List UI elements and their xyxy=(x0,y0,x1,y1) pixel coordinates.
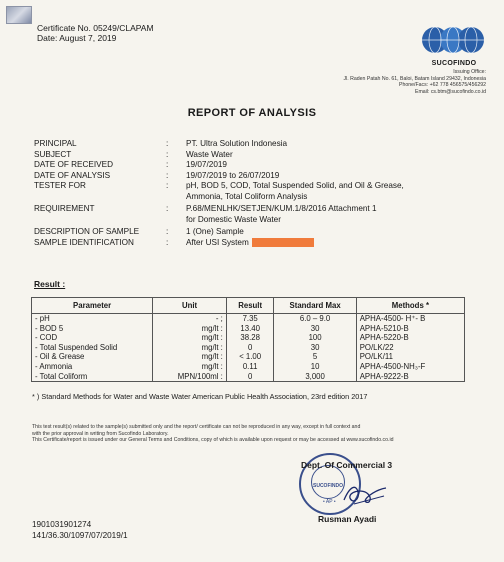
unit-cell: mg/lt : xyxy=(153,343,227,353)
field-label: TESTER FOR xyxy=(34,181,86,190)
methods-footnote: * ) Standard Methods for Water and Waste Water American Public Health Association, 23rd edition 2017 xyxy=(32,392,368,401)
field-label: DATE OF RECEIVED xyxy=(34,160,114,169)
standard-cell: 30 xyxy=(274,324,356,334)
column-header: Parameter xyxy=(32,298,153,314)
field-row xyxy=(34,150,474,161)
table-row xyxy=(32,314,465,324)
field-value: 19/07/2019 xyxy=(186,160,227,169)
office-address: Jl. Raden Patah No. 61, Baloi, Batam Island 29432, Indonesia xyxy=(343,75,486,82)
field-value: 1 (One) Sample xyxy=(186,227,244,236)
field-colon: : xyxy=(166,181,169,190)
sample-id-text: After USI System xyxy=(186,237,249,247)
field-value xyxy=(186,181,474,202)
parameter-cell: - COD xyxy=(32,333,153,343)
table-row xyxy=(32,362,465,372)
field-row xyxy=(34,204,474,225)
table-row xyxy=(32,352,465,362)
standard-cell: 10 xyxy=(274,362,356,372)
field-value xyxy=(186,238,474,249)
unit-cell: mg/lt : xyxy=(153,362,227,372)
column-header: Standard Max xyxy=(274,298,356,314)
field-label: REQUIREMENT xyxy=(34,204,95,213)
standard-cell: 100 xyxy=(274,333,356,343)
result-cell: 0 xyxy=(226,343,274,353)
disclaimer-line: with the prior approval in writing from Sucofindo Laboratory. xyxy=(32,430,169,437)
result-cell: 0.11 xyxy=(226,362,274,372)
parameter-cell: - Oil & Grease xyxy=(32,352,153,362)
disclaimer-line: This Certificate/report is issued under our General Terms and Conditions, copy of which is available upon request or may be accessed at www.sucofindo.co.id xyxy=(32,437,394,444)
standard-cell: 5 xyxy=(274,352,356,362)
office-phone: Phone/Facs: +62 778 456575/456292 xyxy=(399,82,486,89)
standard-cell: 30 xyxy=(274,343,356,353)
issuing-office xyxy=(344,69,486,95)
field-label: SAMPLE IDENTIFICATION xyxy=(34,237,134,247)
parameter-cell: - Total Suspended Solid xyxy=(32,343,153,353)
result-cell: 13.40 xyxy=(226,324,274,334)
parameter-cell: - Total Coliform xyxy=(32,372,153,382)
field-value: 19/07/2019 to 26/07/2019 xyxy=(186,170,280,180)
field-label: DESCRIPTION OF SAMPLE xyxy=(34,227,140,236)
field-value: Waste Water xyxy=(186,149,233,159)
field-value: PT. Ultra Solution Indonesia xyxy=(186,139,288,148)
field-row xyxy=(34,238,474,249)
unit-cell: MPN/100ml : xyxy=(153,372,227,382)
field-row xyxy=(34,139,474,150)
parameter-cell: - Ammonia xyxy=(32,362,153,372)
field-colon: : xyxy=(166,237,169,247)
hologram-sticker xyxy=(6,6,32,24)
column-header: Methods * xyxy=(356,298,464,314)
parameter-cell: - BOD 5 xyxy=(32,324,153,334)
report-title: REPORT OF ANALYSIS xyxy=(187,107,317,119)
office-email: Email: cs.btm@sucofindo.co.id xyxy=(414,88,486,95)
signature-icon xyxy=(340,478,390,508)
field-value-line: P.68/MENLHK/SETJEN/KUM.1/8/2016 Attachment 1 xyxy=(186,204,377,213)
field-value-line: for Domestic Waste Water xyxy=(186,214,281,224)
field-colon: : xyxy=(166,170,169,180)
certificate-number: Certificate No. 05249/CLAPAM xyxy=(37,23,154,33)
unit-cell: mg/lt : xyxy=(153,324,227,334)
result-cell: < 1.00 xyxy=(226,352,274,362)
result-cell: 38.28 xyxy=(226,333,274,343)
certificate-block xyxy=(37,23,154,43)
office-label: Issuing Office: xyxy=(453,69,486,75)
table-row xyxy=(32,372,465,382)
field-value-line: pH, BOD 5, COD, Total Suspended Solid, and Oil & Grease, xyxy=(186,181,404,190)
field-label: SUBJECT xyxy=(34,149,72,159)
method-cell: APHA-5220-B xyxy=(356,333,464,343)
column-header: Result xyxy=(226,298,274,314)
sucofindo-logo-icon xyxy=(417,20,489,60)
document-numbers xyxy=(32,519,128,541)
brand-name: SUCOFINDO xyxy=(431,60,477,67)
field-row xyxy=(34,227,474,238)
column-header: Unit xyxy=(153,298,227,314)
certificate-date: Date: August 7, 2019 xyxy=(37,33,117,43)
method-cell: APHA-5210-B xyxy=(356,324,464,334)
parameter-cell: - pH xyxy=(32,314,153,324)
field-colon: : xyxy=(166,139,169,148)
document-reference: 141/36.30/1097/07/2019/1 xyxy=(32,531,128,540)
method-cell: PO/LK/22 xyxy=(356,343,464,353)
result-cell: 7.35 xyxy=(226,314,274,324)
field-colon: : xyxy=(166,204,169,213)
report-fields xyxy=(34,139,474,248)
table-header-row xyxy=(32,298,465,314)
field-row xyxy=(34,181,474,202)
redaction-block xyxy=(252,238,314,247)
department-label: Dept. Of Commercial 3 xyxy=(301,460,393,470)
field-value-line: Ammonia, Total Coliform Analysis xyxy=(186,191,308,201)
field-row xyxy=(34,160,474,171)
results-table xyxy=(31,297,465,382)
field-label: DATE OF ANALYSIS xyxy=(34,170,111,180)
signer-name: Rusman Ayadi xyxy=(318,514,377,524)
method-cell: APHA-4500-NH₃-F xyxy=(356,362,464,372)
table-row xyxy=(32,333,465,343)
standard-cell: 3,000 xyxy=(274,372,356,382)
field-colon: : xyxy=(166,160,169,169)
standard-cell: 6.0 – 9.0 xyxy=(274,314,356,324)
document-number: 1901031901274 xyxy=(32,520,92,529)
method-cell: APHA-4500- H⁺- B xyxy=(356,314,464,324)
field-value xyxy=(186,204,474,225)
result-heading: Result : xyxy=(34,279,66,289)
table-row xyxy=(32,324,465,334)
method-cell: APHA-9222-B xyxy=(356,372,464,382)
field-colon: : xyxy=(166,149,169,159)
method-cell: PO/LK/11 xyxy=(356,352,464,362)
disclaimer xyxy=(32,424,482,444)
stamp-text: SUCOFINDO xyxy=(313,483,343,489)
field-colon: : xyxy=(166,227,169,236)
result-cell: 0 xyxy=(226,372,274,382)
unit-cell: mg/lt : xyxy=(153,333,227,343)
disclaimer-line: This test result(s) related to the sample(s) submitted only and the report/ certificate can not be reproduced in any way, except in full context and xyxy=(32,424,361,430)
stamp-subtext: • AP • xyxy=(323,499,336,505)
unit-cell: mg/lt : xyxy=(153,352,227,362)
unit-cell: - ; xyxy=(153,314,227,324)
field-label: PRINCIPAL xyxy=(34,139,77,148)
table-row xyxy=(32,343,465,353)
field-row xyxy=(34,171,474,182)
